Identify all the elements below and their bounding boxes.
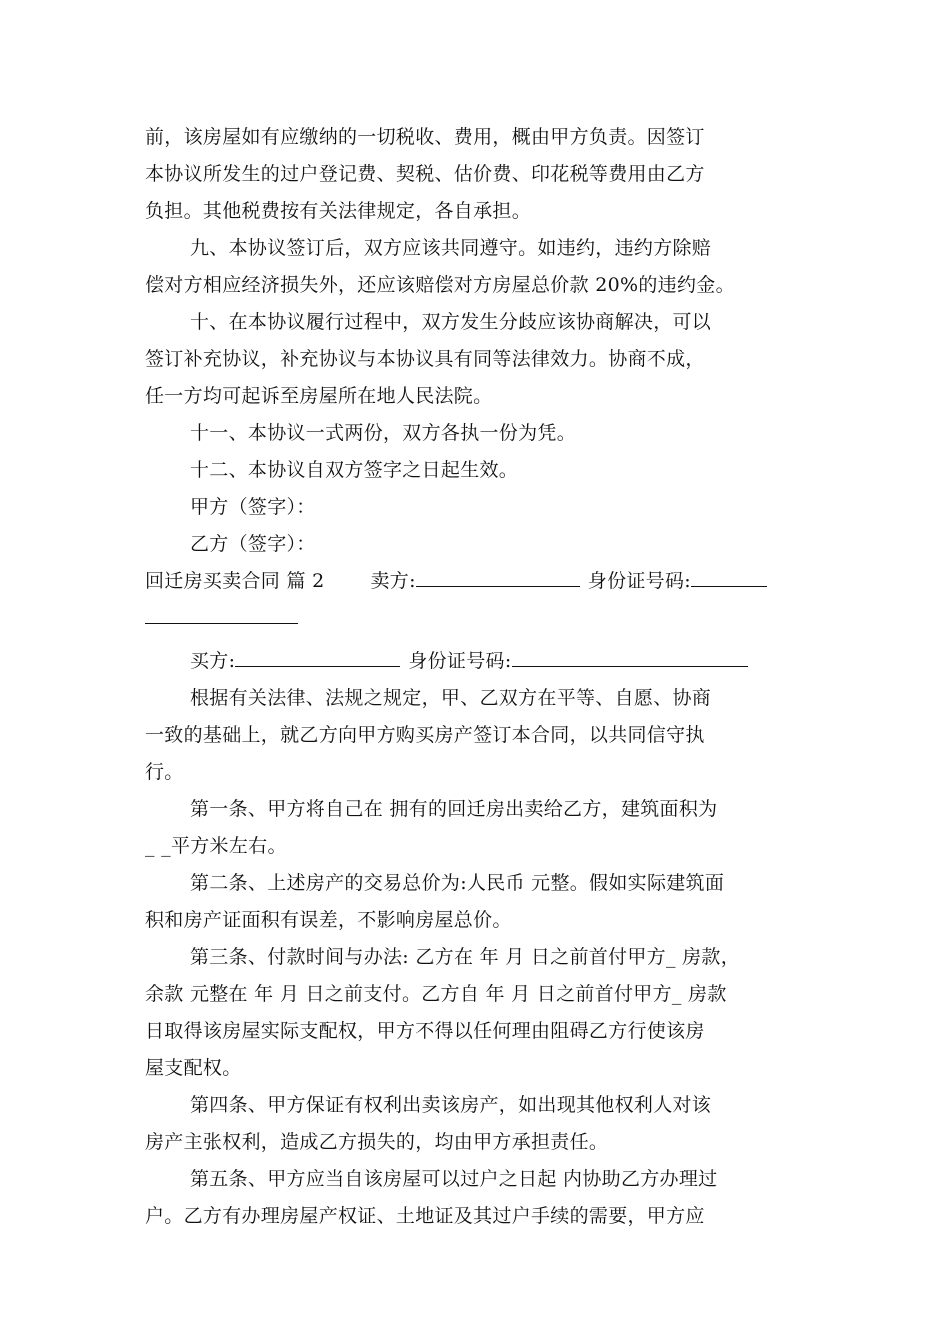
contract-2-heading-line — [145, 563, 805, 600]
article-5-line: 第五条、甲方应当自该房屋可以过户之日起 内协助乙方办理过 — [190, 1168, 718, 1190]
clause-9-line: 九、本协议签订后，双方应该共同遵守。如违约，违约方除赔 — [190, 237, 712, 259]
buyer-id-label: 身份证号码: — [408, 650, 512, 672]
seller-label: 卖方: — [370, 570, 416, 592]
text-line: 日取得该房屋实际支配权，甲方不得以任何理由阻碍乙方行使该房 — [145, 1020, 705, 1042]
seller-id-label: 身份证号码: — [587, 570, 691, 592]
text-line: 户。乙方有办理房屋产权证、土地证及其过户手续的需要，甲方应 — [145, 1205, 705, 1227]
seller-name-blank — [416, 564, 580, 587]
clause-10-line: 十、在本协议履行过程中，双方发生分歧应该协商解决，可以 — [190, 311, 712, 333]
text-line: 前，该房屋如有应缴纳的一切税收、费用，概由甲方负责。因签订 — [145, 126, 705, 148]
party-a-signature: 甲方（签字）： — [190, 496, 316, 518]
buyer-label: 买方: — [190, 650, 236, 672]
clause-12-line: 十二、本协议自双方签字之日起生效。 — [190, 459, 519, 481]
seller-id-blank-continued-line — [145, 600, 805, 637]
clause-11-line: 十一、本协议一式两份，双方各执一份为凭。 — [190, 422, 577, 444]
text-line: 行。 — [145, 761, 184, 783]
article-1-line: 第一条、甲方将自己在 拥有的回迁房出卖给乙方，建筑面积为 — [190, 798, 718, 820]
text-line: 积和房产证面积有误差，不影响房屋总价。 — [145, 909, 512, 931]
text-line: 屋支配权。 — [145, 1057, 242, 1079]
text-line: 一致的基础上，就乙方向甲方购买房产签订本合同，以共同信守执 — [145, 724, 705, 746]
buyer-line — [145, 643, 805, 680]
text-line: 任一方均可起诉至房屋所在地人民法院。 — [145, 385, 493, 407]
document-body — [145, 119, 805, 1235]
text-line: 签订补充协议，补充协议与本协议具有同等法律效力。协商不成， — [145, 348, 705, 370]
text-line: 本协议所发生的过户登记费、契税、估价费、印花税等费用由乙方 — [145, 163, 705, 185]
text-line: _ _平方米左右。 — [145, 835, 287, 857]
buyer-id-blank — [512, 644, 748, 667]
contract-2-heading: 回迁房买卖合同 篇 2 — [145, 570, 325, 592]
seller-id-blank-continued — [145, 601, 298, 624]
text-line: 房产主张权利，造成乙方损失的，均由甲方承担责任。 — [145, 1131, 609, 1153]
buyer-name-blank — [235, 644, 400, 667]
article-3-line: 第三条、付款时间与办法: 乙方在 年 月 日之前首付甲方_ 房款， — [190, 946, 741, 968]
seller-id-blank — [691, 564, 767, 587]
text-line: 余款 元整在 年 月 日之前支付。乙方自 年 月 日之前首付甲方_ 房款 — [145, 983, 727, 1005]
text-line: 偿对方相应经济损失外，还应该赔偿对方房屋总价款 20%的违约金。 — [145, 274, 735, 296]
article-2-line: 第二条、上述房产的交易总价为:人民币 元整。假如实际建筑面 — [190, 872, 725, 894]
article-4-line: 第四条、甲方保证有权利出卖该房产，如出现其他权利人对该 — [190, 1094, 712, 1116]
party-b-signature: 乙方（签字）： — [190, 533, 316, 555]
preamble-line: 根据有关法律、法规之规定，甲、乙双方在平等、自愿、协商 — [190, 687, 712, 709]
text-line: 负担。其他税费按有关法律规定，各自承担。 — [145, 200, 532, 222]
